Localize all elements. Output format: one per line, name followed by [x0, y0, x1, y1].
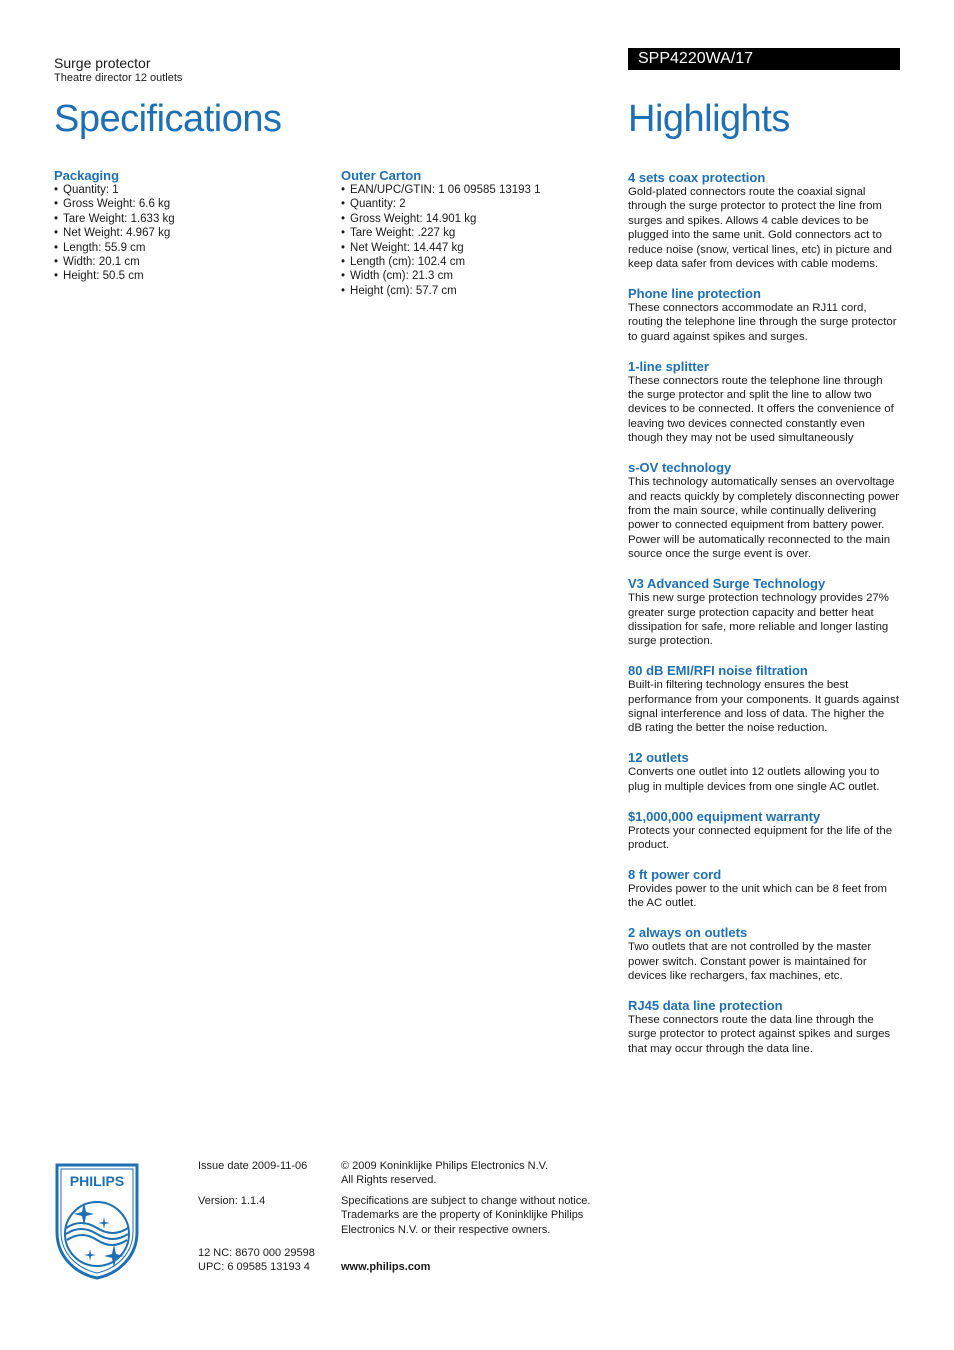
highlight-heading: RJ45 data line protection	[628, 998, 783, 1014]
highlight-heading: 2 always on outlets	[628, 925, 748, 941]
list-item: • Net Weight: 4.967 kg	[54, 226, 314, 240]
packaging-section	[54, 168, 314, 284]
highlight-text: Converts one outlet into 12 outlets allowing you to plug in multiple devices from one single AC outlet.	[628, 766, 880, 793]
upc-code: UPC: 6 09585 13193 4	[198, 1261, 310, 1273]
highlight-item	[628, 170, 900, 271]
list-item: • Length (cm): 102.4 cm	[341, 255, 601, 269]
version: Version: 1.1.4	[198, 1195, 266, 1207]
highlight-text: This technology automatically senses an overvoltage and reacts quickly by completely disconnecting power from the main source, while continually delivering power to connected equipment from battery power. Power will be automatically reconnected to the main source once the surge event is over.	[628, 476, 899, 561]
list-item: • Quantity: 1	[54, 183, 314, 197]
highlight-text: Built-in filtering technology ensures the best performance from your components. It guards against signal interference and loss of data. The higher the dB rating the better the noise reduction.	[628, 679, 899, 735]
model-number-bar: SPP4220WA/17	[628, 48, 900, 70]
highlight-heading: V3 Advanced Surge Technology	[628, 576, 826, 592]
highlight-item	[628, 576, 900, 649]
highlight-text: This new surge protection technology provides 27% greater surge protection capacity and better heat dissipation for safe, more reliable and longer lasting surge protection.	[628, 592, 889, 648]
list-item: • Height (cm): 57.7 cm	[341, 284, 601, 298]
packaging-heading: Packaging	[54, 168, 120, 183]
highlight-item	[628, 925, 900, 983]
highlight-item	[628, 359, 900, 446]
list-item: • Tare Weight: .227 kg	[341, 226, 601, 240]
copyright-line-1: © 2009 Koninklijke Philips Electronics N.V.	[341, 1160, 549, 1172]
list-item: • EAN/UPC/GTIN: 1 06 09585 13193 1	[341, 183, 601, 197]
disclaimer-line-1: Specifications are subject to change without notice.	[341, 1195, 591, 1207]
highlight-item	[628, 809, 900, 853]
highlight-text: These connectors route the data line through the surge protector to protect against spikes and surges that may occur through the data line.	[628, 1014, 891, 1055]
outer-carton-heading: Outer Carton	[341, 168, 422, 183]
highlight-heading: Phone line protection	[628, 285, 761, 301]
highlight-text: Two outlets that are not controlled by the master power switch. Constant power is maintained for devices like rechargers, fax machines, etc.	[628, 941, 872, 983]
list-item: • Height: 50.5 cm	[54, 269, 314, 283]
highlight-item	[628, 867, 900, 911]
disclaimer-line-2: Trademarks are the property of Koninklijke Philips	[341, 1209, 584, 1221]
website-link[interactable]: www.philips.com	[341, 1261, 431, 1273]
highlight-heading: $1,000,000 equipment warranty	[628, 808, 821, 824]
highlight-heading: 1-line splitter	[628, 358, 709, 374]
product-name: Surge protector	[54, 55, 151, 71]
list-item: • Gross Weight: 14.901 kg	[341, 212, 601, 226]
highlight-heading: 8 ft power cord	[628, 867, 722, 882]
outer-carton-list	[341, 183, 601, 298]
list-item: • Length: 55.9 cm	[54, 241, 314, 255]
highlight-item	[628, 663, 900, 736]
highlight-heading: 12 outlets	[628, 750, 689, 766]
highlight-text: These connectors route the telephone line through the surge protector and split the line to allow two devices to be connected. It offers the convenience of leaving two devices connected constantly even though they may not be used simultaneously	[628, 374, 894, 445]
list-item: • Quantity: 2	[341, 197, 601, 211]
nc-code: 12 NC: 8670 000 29598	[198, 1247, 315, 1259]
highlights-list	[628, 170, 900, 1071]
highlight-text: These connectors accommodate an RJ11 cord, routing the telephone line through the surge protector to guard against spikes and surges.	[628, 301, 897, 343]
highlight-heading: 4 sets coax protection	[628, 170, 766, 185]
copyright-line-2: All Rights reserved.	[341, 1174, 437, 1186]
highlight-text: Protects your connected equipment for the life of the product.	[628, 824, 893, 852]
list-item: • Width: 20.1 cm	[54, 255, 314, 269]
logo-wordmark: PHILIPS	[69, 1173, 125, 1189]
highlight-item	[628, 750, 900, 794]
highlights-title: Highlights	[628, 98, 790, 140]
highlight-item	[628, 286, 900, 344]
issue-date: Issue date 2009-11-06	[198, 1160, 308, 1172]
highlight-heading: s-OV technology	[628, 460, 732, 476]
highlight-text: Gold-plated connectors route the coaxial signal through the surge protector to protect the line from surges and spikes. Allows 4 cable devices to be plugged into the same unit. Gold connectors act to reduce noise (snow, vertical lines, etc) in picture and keep data safer from devices with cable modems.	[628, 186, 893, 271]
outer-carton-section	[341, 168, 601, 298]
disclaimer-line-3: Electronics N.V. or their respective owners.	[341, 1224, 551, 1236]
highlight-heading: 80 dB EMI/RFI noise filtration	[628, 663, 808, 679]
highlight-text: Provides power to the unit which can be 8 feet from the AC outlet.	[628, 883, 887, 910]
list-item: • Net Weight: 14.447 kg	[341, 241, 601, 255]
list-item: • Width (cm): 21.3 cm	[341, 269, 601, 283]
highlight-item	[628, 460, 900, 561]
product-subtitle: Theatre director 12 outlets	[54, 72, 183, 84]
packaging-list	[54, 183, 314, 284]
list-item: • Gross Weight: 6.6 kg	[54, 197, 314, 211]
philips-shield-icon	[54, 1162, 140, 1280]
list-item: • Tare Weight: 1.633 kg	[54, 212, 314, 226]
specifications-title: Specifications	[54, 98, 282, 140]
highlight-item	[628, 998, 900, 1056]
